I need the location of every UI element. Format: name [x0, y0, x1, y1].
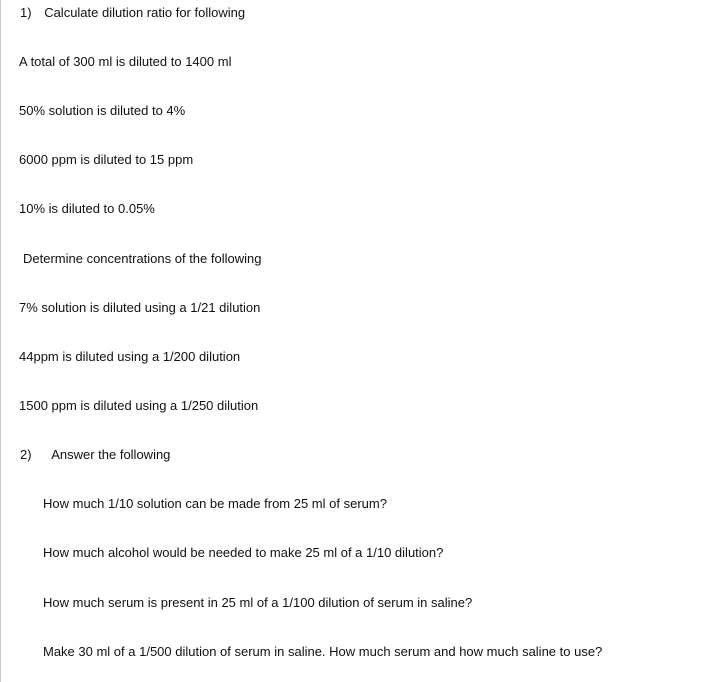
question-item-4: Make 30 ml of a 1/500 dilution of serum in saline. How much serum and how much saline to use? [43, 644, 603, 659]
concentration-item-3: 1500 ppm is diluted using a 1/250 dilution [19, 398, 259, 413]
dilution-ratio-item-3: 6000 ppm is diluted to 15 ppm [19, 152, 194, 167]
dilution-ratio-item-4: 10% is diluted to 0.05% [19, 201, 155, 216]
section-1-heading: Calculate dilution ratio for following [44, 5, 246, 20]
concentrations-heading: Determine concentrations of the following [23, 251, 262, 266]
dilution-ratio-item-1: A total of 300 ml is diluted to 1400 ml [19, 54, 232, 69]
section-2-header [20, 447, 170, 463]
question-item-3: How much serum is present in 25 ml of a 1/100 dilution of serum in saline? [43, 595, 473, 610]
concentration-item-2: 44ppm is diluted using a 1/200 dilution [19, 349, 241, 364]
page-left-border [0, 0, 1, 682]
question-item-2: How much alcohol would be needed to make 25 ml of a 1/10 dilution? [43, 545, 444, 560]
section-1-header [20, 5, 245, 21]
section-1-number: 1) [20, 5, 32, 20]
question-item-1: How much 1/10 solution can be made from 25 ml of serum? [43, 496, 387, 511]
section-2-heading: Answer the following [51, 447, 171, 462]
section-2-number: 2) [20, 447, 32, 462]
dilution-ratio-item-2: 50% solution is diluted to 4% [19, 103, 186, 118]
concentration-item-1: 7% solution is diluted using a 1/21 dilution [19, 300, 261, 315]
